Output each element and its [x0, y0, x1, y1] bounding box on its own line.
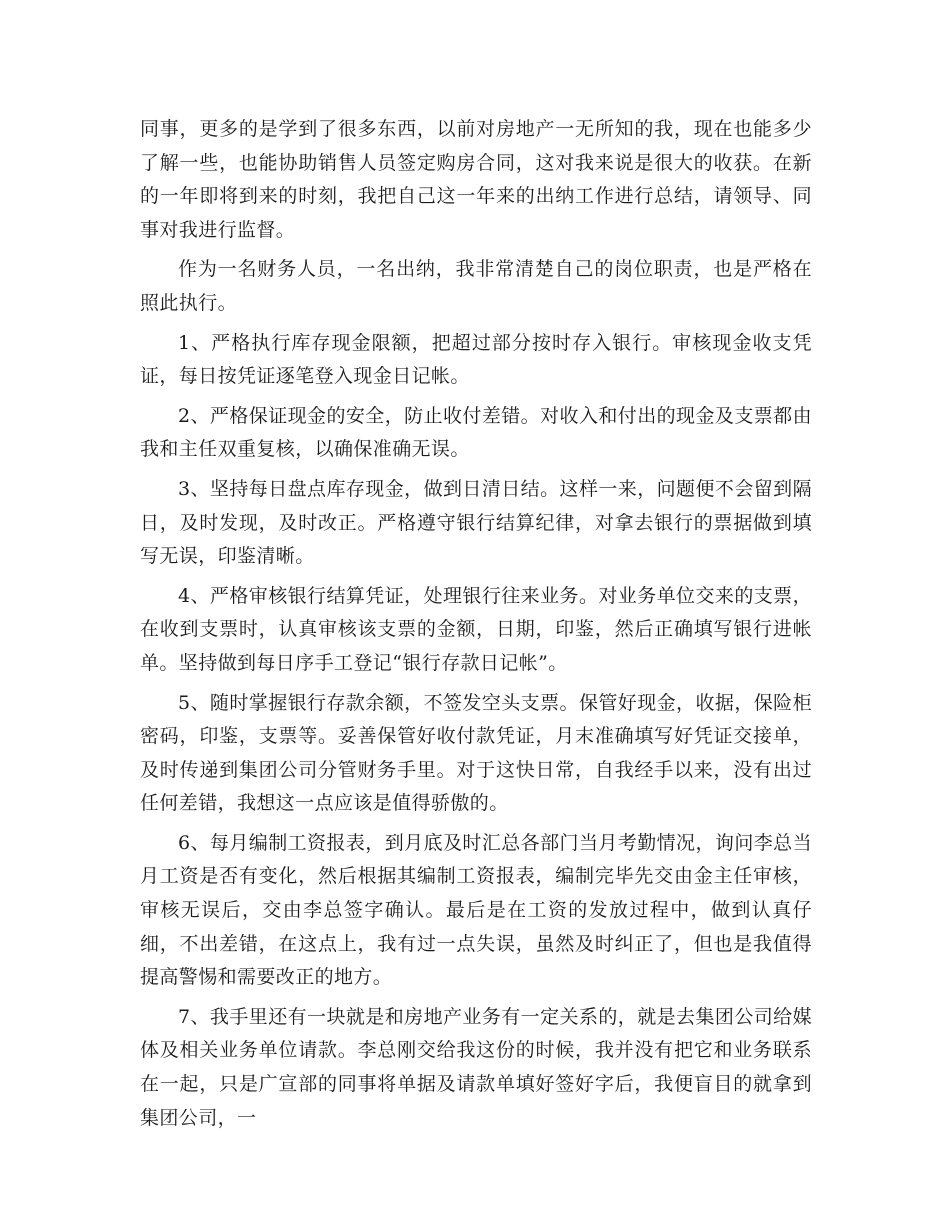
- paragraph-role: 作为一名财务人员，一名出纳，我非常清楚自己的岗位职责，也是严格在照此执行。: [140, 258, 812, 314]
- paragraph-item-5: 5、随时掌握银行存款余额，不签发空头支票。保管好现金，收据，保险柜密码，印鉴，支票等。妥善保管好收付款凭证，月末准确填写好凭证交接单，及时传递到集团公司分管财务手里。对于这快日常，自我经手以来，没有出过任何差错，我想这一点应该是值得骄傲的。: [140, 691, 812, 815]
- paragraph-item-1: 1、严格执行库存现金限额，把超过部分按时存入银行。审核现金收支凭证，每日按凭证逐笔登入现金日记帐。: [140, 331, 812, 388]
- paragraph-item-7: 7、我手里还有一块就是和房地产业务有一定关系的，就是去集团公司给媒体及相关业务单位请款。李总刚交给我这份的时候，我并没有把它和业务联系在一起，只是广宣部的同事将单据及请款单填好签好字后，我便盲目的就拿到集团公司，一: [140, 1005, 812, 1129]
- paragraph-intro: 同事，更多的是学到了很多东西，以前对房地产一无所知的我，现在也能多少了解一些，也能协助销售人员签定购房合同，这对我来说是很大的收获。在新的一年即将到来的时刻，我把自己这一年来的出纳工作进行总结，请领导、同事对我进行监督。: [140, 118, 812, 241]
- paragraph-item-6: 6、每月编制工资报表，到月底及时汇总各部门当月考勤情况，询问李总当月工资是否有变化，然后根据其编制工资报表，编制完毕先交由金主任审核，审核无误后，交由李总签字确认。最后是在工资的发放过程中，做到认真仔细，不出差错，在这点上，我有过一点失误，虽然及时纠正了，但也是我值得提高警惕和需要改正的地方。: [140, 831, 812, 989]
- paragraph-item-2: 2、严格保证现金的安全，防止收付差错。对收入和付出的现金及支票都由我和主任双重复核，以确保准确无误。: [140, 404, 812, 461]
- paragraph-item-4: 4、严格审核银行结算凭证，处理银行往来业务。对业务单位交来的支票，在收到支票时，认真审核该支票的金额，日期，印鉴，然后正确填写银行进帐单。坚持做到每日序手工登记“银行存款日记帐”。: [140, 584, 812, 674]
- paragraph-item-3: 3、坚持每日盘点库存现金，做到日清日结。这样一来，问题便不会留到隔日，及时发现，及时改正。严格遵守银行结算纪律，对拿去银行的票据做到填写无误，印鉴清晰。: [140, 477, 812, 568]
- document-body: [140, 113, 812, 1135]
